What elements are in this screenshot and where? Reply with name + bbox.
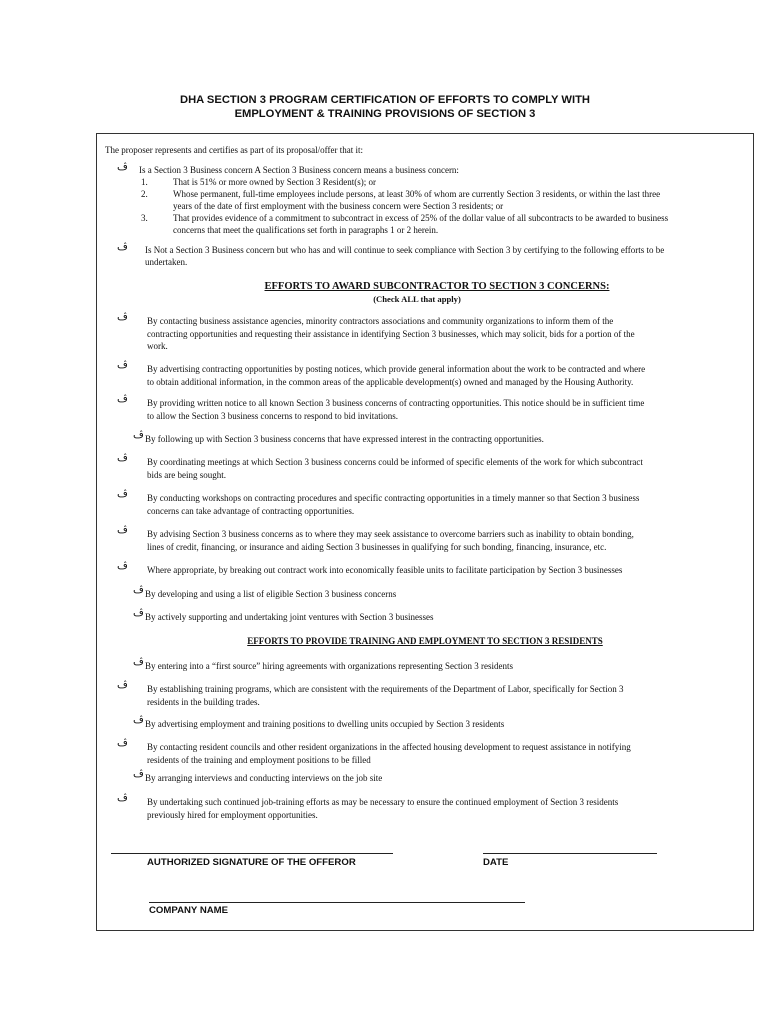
criteria-item-2-line-1: Whose permanent, full-time employees include persons, at least 30% of whom are currently Section 3 residents, or within the last three xyxy=(173,189,661,199)
criteria-item-3-line-2: concerns that meet the qualifications set forth in paragraphs 1 or 2 herein. xyxy=(173,225,439,235)
award-item-4-line-1: By following up with Section 3 business concerns that have expressed interest in the contracting opportunities. xyxy=(145,434,544,444)
training-checkbox-1[interactable]: ڤ xyxy=(133,656,144,668)
award-checkbox-2[interactable]: ڤ xyxy=(117,359,128,371)
is-not-section3-line-1: Is Not a Section 3 Business concern but who has and will continue to seek compliance with Section 3 by certifying to the following efforts to be xyxy=(145,245,665,255)
section-award-subheading: (Check ALL that apply) xyxy=(373,294,461,304)
award-item-1-line-3: work. xyxy=(147,341,168,352)
award-item-10-line-1: By actively supporting and undertaking joint ventures with Section 3 businesses xyxy=(145,612,434,622)
title-line-1: DHA SECTION 3 PROGRAM CERTIFICATION OF EFFORTS TO COMPLY WITH xyxy=(179,94,590,106)
award-item-7-line-2: lines of credit, financing, or insurance and aiding Section 3 businesses in qualifying for such bonding, financing, insurance, etc. xyxy=(147,541,607,552)
training-item-1-line-1: By entering into a “first source” hiring agreements with organizations representing Section 3 residents xyxy=(145,661,513,671)
training-item-2-line-1: By establishing training programs, which are consistent with the requirements of the Department of Labor, specifically for Section 3 xyxy=(147,684,624,694)
signature-line[interactable] xyxy=(111,853,393,854)
training-checkbox-4[interactable]: ڤ xyxy=(117,737,128,749)
criteria-num-2: 2. xyxy=(141,189,148,199)
award-item-3-line-1: By providing written notice to all known Section 3 business concerns of contracting opportunities. This notice should be in sufficient time xyxy=(147,398,645,408)
criteria-item-2-line-2: years of the date of first employment with the business concern were Section 3 residents; or xyxy=(173,201,504,211)
section-training-heading: EFFORTS TO PROVIDE TRAINING AND EMPLOYMENT TO SECTION 3 RESIDENTS xyxy=(247,636,603,646)
checkbox-is-not-section3[interactable]: ڤ xyxy=(117,241,128,253)
signature-label: AUTHORIZED SIGNATURE OF THE OFFEROR xyxy=(147,857,356,868)
company-name-line[interactable] xyxy=(149,902,525,903)
training-checkbox-6[interactable]: ڤ xyxy=(117,792,128,804)
award-checkbox-4[interactable]: ڤ xyxy=(133,429,144,441)
award-item-8-line-1: Where appropriate, by breaking out contract work into economically feasible units to facilitate participation by Section 3 businesses xyxy=(147,565,623,575)
criteria-item-1: That is 51% or more owned by Section 3 Resident(s); or xyxy=(173,177,376,187)
criteria-num-1: 1. xyxy=(141,177,148,187)
training-checkbox-3[interactable]: ڤ xyxy=(133,714,144,726)
criteria-item-3-line-1: That provides evidence of a commitment to subcontract in excess of 25% of the dollar value of all subcontracts to be awarded to business xyxy=(173,213,669,223)
training-item-6-line-1: By undertaking such continued job-training efforts as may be necessary to ensure the continued employment of Section 3 residents xyxy=(147,797,619,807)
award-item-2-line-1: By advertising contracting opportunities by posting notices, which provide general information about the work to be contracted and where xyxy=(147,364,646,374)
page-title xyxy=(0,93,770,121)
award-item-5-line-1: By coordinating meetings at which Section 3 business concerns could be informed of specific elements of the work for which subcontract xyxy=(147,457,643,467)
award-item-6-line-1: By conducting workshops on contracting procedures and specific contracting opportunities in a timely manner so that Section 3 business xyxy=(147,493,640,503)
award-checkbox-1[interactable]: ڤ xyxy=(117,311,128,323)
training-item-6-line-2: previously hired for employment opportunities. xyxy=(147,809,318,820)
award-checkbox-10[interactable]: ڤ xyxy=(133,607,144,619)
award-checkbox-7[interactable]: ڤ xyxy=(117,524,128,536)
training-checkbox-2[interactable]: ڤ xyxy=(117,679,128,691)
award-checkbox-3[interactable]: ڤ xyxy=(117,393,128,405)
training-item-5-line-1: By arranging interviews and conducting interviews on the job site xyxy=(145,773,383,783)
is-section3-text: Is a Section 3 Business concern A Section 3 Business concern means a business concern: xyxy=(139,165,459,175)
training-item-2-line-2: residents in the building trades. xyxy=(147,696,260,707)
award-item-6-line-2: concerns can take advantage of contracting opportunities. xyxy=(147,505,355,516)
title-line-2: EMPLOYMENT & TRAINING PROVISIONS OF SECTION 3 xyxy=(234,108,536,120)
award-item-2-line-2: to obtain additional information, in the common areas of the applicable development(s) owned and managed by the Housing Authority. xyxy=(147,376,634,387)
date-line[interactable] xyxy=(483,853,657,854)
award-item-1-line-2: contracting opportunities and requesting their assistance in identifying Section 3 businesses, which may solicit, bids for a portion of the xyxy=(147,328,635,339)
training-item-4-line-1: By contacting resident councils and other resident organizations in the affected housing development to request assistance in notifying xyxy=(147,742,631,752)
training-checkbox-5[interactable]: ڤ xyxy=(133,768,144,780)
intro-text: The proposer represents and certifies as part of its proposal/offer that it: xyxy=(105,145,363,155)
criteria-num-3: 3. xyxy=(141,213,148,223)
training-item-4-line-2: residents of the training and employment positions to be filled xyxy=(147,754,371,765)
award-item-1-line-1: By contacting business assistance agencies, minority contractors associations and community organizations to inform them of the xyxy=(147,316,614,326)
certification-form xyxy=(96,133,754,931)
award-item-3-line-2: to allow the Section 3 business concerns to respond to bid invitations. xyxy=(147,410,398,421)
section-award-heading: EFFORTS TO AWARD SUBCONTRACTOR TO SECTION 3 CONCERNS: xyxy=(264,281,610,292)
company-name-label: COMPANY NAME xyxy=(149,905,229,916)
award-item-7-line-1: By advising Section 3 business concerns as to where they may seek assistance to overcome barriers such as inability to obtain bonding, xyxy=(147,529,634,539)
award-checkbox-9[interactable]: ڤ xyxy=(133,584,144,596)
date-label: DATE xyxy=(483,857,509,868)
award-checkbox-6[interactable]: ڤ xyxy=(117,488,128,500)
award-checkbox-8[interactable]: ڤ xyxy=(117,560,128,572)
award-checkbox-5[interactable]: ڤ xyxy=(117,452,128,464)
award-item-9-line-1: By developing and using a list of eligible Section 3 business concerns xyxy=(145,589,397,599)
training-item-3-line-1: By advertising employment and training positions to dwelling units occupied by Section 3 residents xyxy=(145,719,505,729)
checkbox-is-section3[interactable]: ڤ xyxy=(117,161,128,173)
award-item-5-line-2: bids are being sought. xyxy=(147,469,226,480)
is-not-section3-line-2: undertaken. xyxy=(145,257,188,267)
